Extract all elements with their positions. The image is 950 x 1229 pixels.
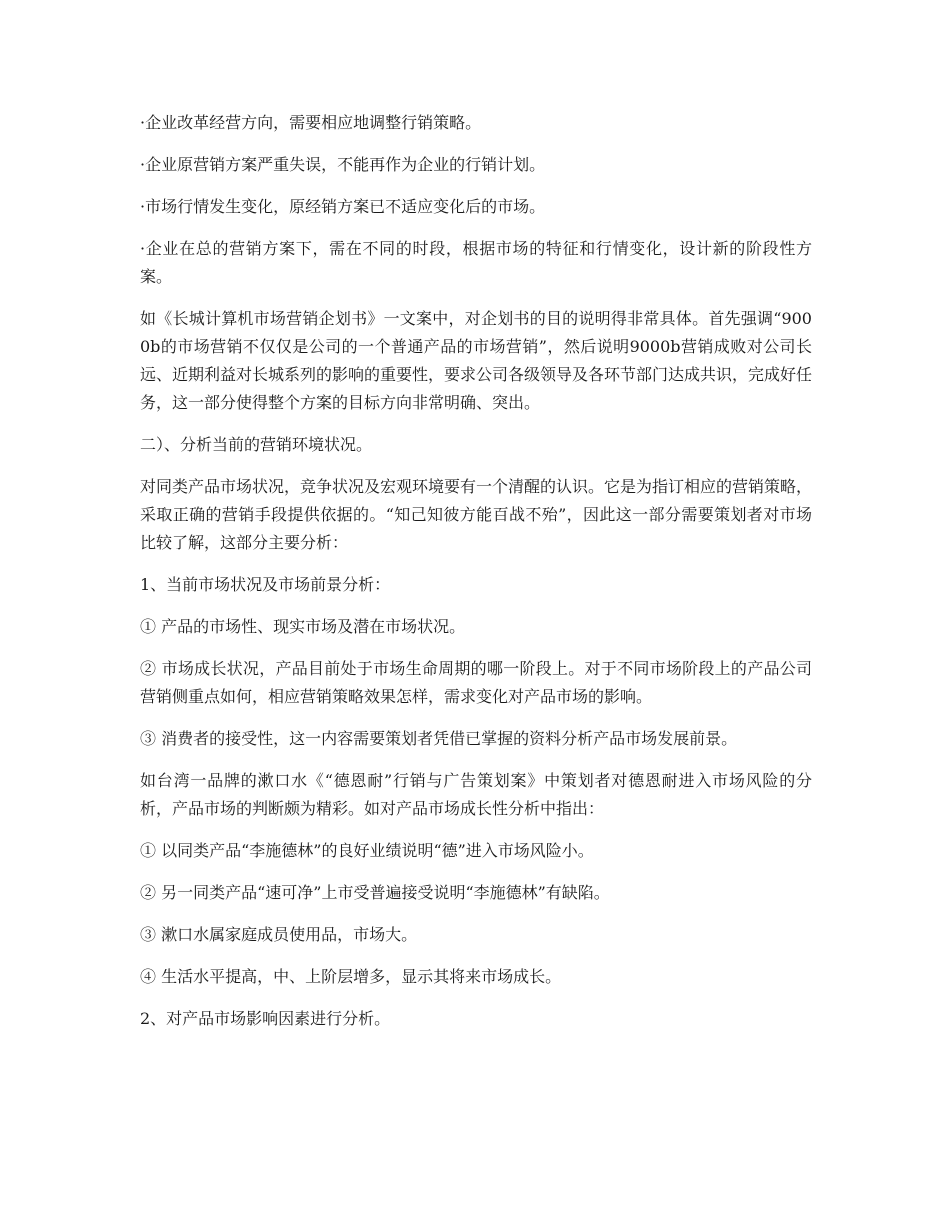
bullet-plan-error: ·企业原营销方案严重失误，不能再作为企业的行销计划。 [140,155,546,174]
list-item-market-growth: ② 市场成长状况，产品目前处于市场生命周期的哪一阶段上。对于不同市场阶段上的产品公司营销侧重点如何，相应营销策略效果怎样，需求变化对产品市场的影响。 [140,659,812,706]
list-item-listerine-performance: ① 以同类产品“李施德林”的良好业绩说明“德”进入市场风险小。 [140,841,594,860]
bullet-stage-plan: ·企业在总的营销方案下，需在不同的时段，根据市场的特征和行情变化，设计新的阶段性方案。 [140,239,812,286]
list-item-household-market: ③ 漱口水属家庭成员使用品，市场大。 [140,925,418,944]
paragraph-great-wall-example: 如《长城计算机市场营销企划书》一文案中，对企划书的目的说明得非常具体。首先强调“9000b的市场营销不仅仅是公司的一个普通产品的市场营销”，然后说明9000b营销成败对公司长远、近期利益对长城系列的影响的重要性，要求公司各级领导及各环节部门达成共识，完成好任务，这一部分使得整个方案的目标方向非常明确、突出。 [140,309,813,412]
subheading-influence-factors: 2、对产品市场影响因素进行分析。 [140,1009,391,1028]
list-item-consumer-acceptance: ③ 消费者的接受性，这一内容需要策划者凭借已掌握的资料分析产品市场发展前景。 [140,729,738,748]
section-heading-environment: 二）、分析当前的营销环境状况。 [140,435,373,454]
list-item-living-standard: ④ 生活水平提高，中、上阶层增多，显示其将来市场成长。 [140,967,562,986]
bullet-market-change: ·市场行情发生变化，原经销方案已不适应变化后的市场。 [140,197,546,216]
paragraph-mouthwash-example: 如台湾一品牌的漱口水《“德恩耐”行销与广告策划案》中策划者对德恩耐进入市场风险的分析，产品市场的判断颇为精彩。如对产品市场成长性分析中指出： [140,771,812,818]
paragraph-environment-intro: 对同类产品市场状况，竞争状况及宏观环境要有一个清醒的认识。它是为指订相应的营销策略，采取正确的营销手段提供依据的。“知己知彼方能百战不殆”，因此这一部分需要策划者对市场比较了解，这部分主要分析： [140,477,813,552]
list-item-market-nature: ① 产品的市场性、现实市场及潜在市场状况。 [140,617,466,636]
subheading-market-status: 1、当前市场状况及市场前景分析： [140,575,391,594]
list-item-competitor-acceptance: ② 另一同类产品“速可净”上市受普遍接受说明“李施德林”有缺陷。 [140,883,610,902]
document-body [140,109,812,1047]
bullet-reform-direction: ·企业改革经营方向，需要相应地调整行销策略。 [140,113,482,132]
